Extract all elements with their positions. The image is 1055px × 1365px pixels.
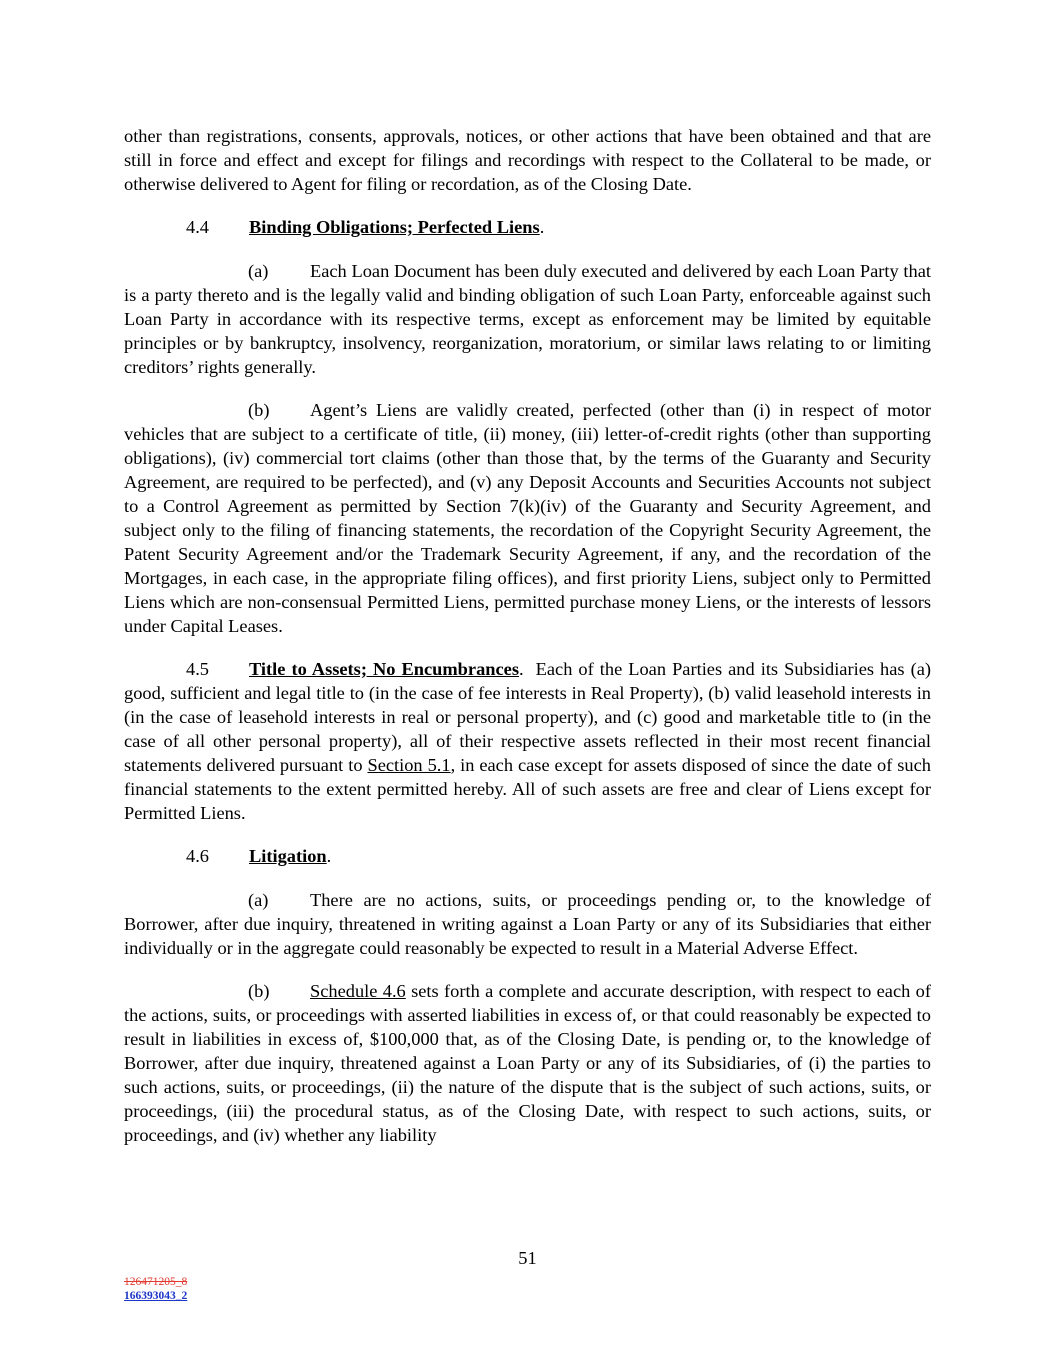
page-number: 51: [518, 1248, 537, 1268]
section-number: 4.5: [186, 659, 209, 679]
section-4-6-heading: 4.6 Litigation.: [124, 844, 931, 868]
section-title: Litigation: [249, 846, 327, 866]
clause-label: (a): [248, 261, 269, 281]
section-number: 4.6: [186, 846, 209, 866]
section-title: Title to Assets; No Encumbrances: [249, 659, 519, 679]
document-body: [124, 124, 931, 1166]
section-text: Each of the Loan Parties and its Subsidiaries has (a) good, sufficient and legal title to (in the case of fee interests in Real Property), (b) valid leasehold interests in (in the case of leasehold interests in real or personal property), and (c) good and marketable title to (in the case of all other personal property), all of their respective assets reflected in their most recent financial statements delivered pursuant to: [124, 659, 931, 775]
section-4-6-a: [124, 888, 931, 960]
clause-label: (b): [248, 981, 270, 1001]
clause-text: Each Loan Document has been duly executed and delivered by each Loan Party that is a party thereto and is the legally valid and binding obligation of such Loan Party, enforceable against such Loan Party in accordance with its respective terms, except as enforcement may be limited by equitable principles or by bankruptcy, insolvency, reorganization, moratorium, or similar laws relating to or limiting creditors’ rights generally.: [124, 261, 931, 377]
section-4-5: 4.5 Title to Assets; No Encumbrances. Each of the Loan Parties and its Subsidiaries has (a) good, sufficient and legal title to (in the case of fee interests in Real Property), (b) valid leasehold interests in (in the case of leasehold interests in real or personal property), and (c) good and marketable title to (in the case of all other personal property), all of their respective assets reflected in their most recent financial statements delivered pursuant to Section 5.1, in each case except for assets disposed of since the date of such financial statements to the extent permitted hereby. All of such assets are free and clear of Liens except for Permitted Liens.: [124, 659, 931, 823]
section-4-6-b: [124, 979, 931, 1147]
section-4-4-b: [124, 398, 931, 638]
section-title: Binding Obligations; Perfected Liens: [249, 217, 540, 237]
clause-label: (b): [248, 400, 270, 420]
clause-label: (a): [248, 890, 269, 910]
new-document-id: 166393043_2: [124, 1290, 188, 1302]
clause-text: Agent’s Liens are validly created, perfected (other than (i) in respect of motor vehicles that are subject to a certificate of title, (ii) money, (iii) letter-of-credit rights (other than supporting obligations), (iv) commercial tort claims (other than those that, by the terms of the Guaranty and Security Agreement, are required to be perfected), and (v) any Deposit Accounts and Securities Accounts not subject to a Control Agreement as permitted by Section 7(k)(iv) of the Guaranty and Security Agreement, and subject only to the filing of financing statements, the recordation of the Copyright Security Agreement, the Patent Security Agreement and/or the Trademark Security Agreement, if any, and the recordation of the Mortgages, in each case, in the appropriate filing offices), and first priority Liens, subject only to Permitted Liens which are non-consensual Permitted Liens, permitted purchase money Liens, or the interests of lessors under Capital Leases.: [124, 400, 931, 636]
schedule-reference-link[interactable]: Schedule 4.6: [310, 981, 406, 1001]
section-reference-link[interactable]: Section 5.1: [367, 755, 451, 775]
section-4-4-a: [124, 259, 931, 379]
section-text-continued: , in each case except for assets disposed of since the date of such financial statements to the extent permitted hereby. All of such assets are free and clear of Liens except for Permitted Liens.: [124, 755, 931, 823]
clause-text: There are no actions, suits, or proceedings pending or, to the knowledge of Borrower, after due inquiry, threatened in writing against a Loan Party or any of its Subsidiaries that either individually or in the aggregate could reasonably be expected to result in a Material Adverse Effect.: [124, 890, 931, 958]
section-4-4-heading: 4.4 Binding Obligations; Perfected Liens.: [124, 215, 931, 239]
intro-paragraph: other than registrations, consents, approvals, notices, or other actions that have been obtained and that are still in force and effect and except for filings and recordings with respect to the Collateral to be made, or otherwise delivered to Agent for filing or recordation, as of the Closing Date.: [124, 126, 931, 194]
clause-text: sets forth a complete and accurate description, with respect to each of the actions, suits, or proceedings with asserted liabilities in excess of, or that could reasonably be expected to result in liabilities in excess of, $100,000 that, as of the Closing Date, is pending or, to the knowledge of Borrower, after due inquiry, threatened against a Loan Party or any of its Subsidiaries, of (i) the parties to such actions, suits, or proceedings, (ii) the nature of the dispute that is the subject of such actions, suits, or proceedings, (iii) the procedural status, as of the Closing Date, with respect to such actions, suits, or proceedings, and (iv) whether any liability: [124, 981, 931, 1145]
old-document-id: 126471205_8: [124, 1276, 188, 1288]
section-number: 4.4: [186, 217, 209, 237]
